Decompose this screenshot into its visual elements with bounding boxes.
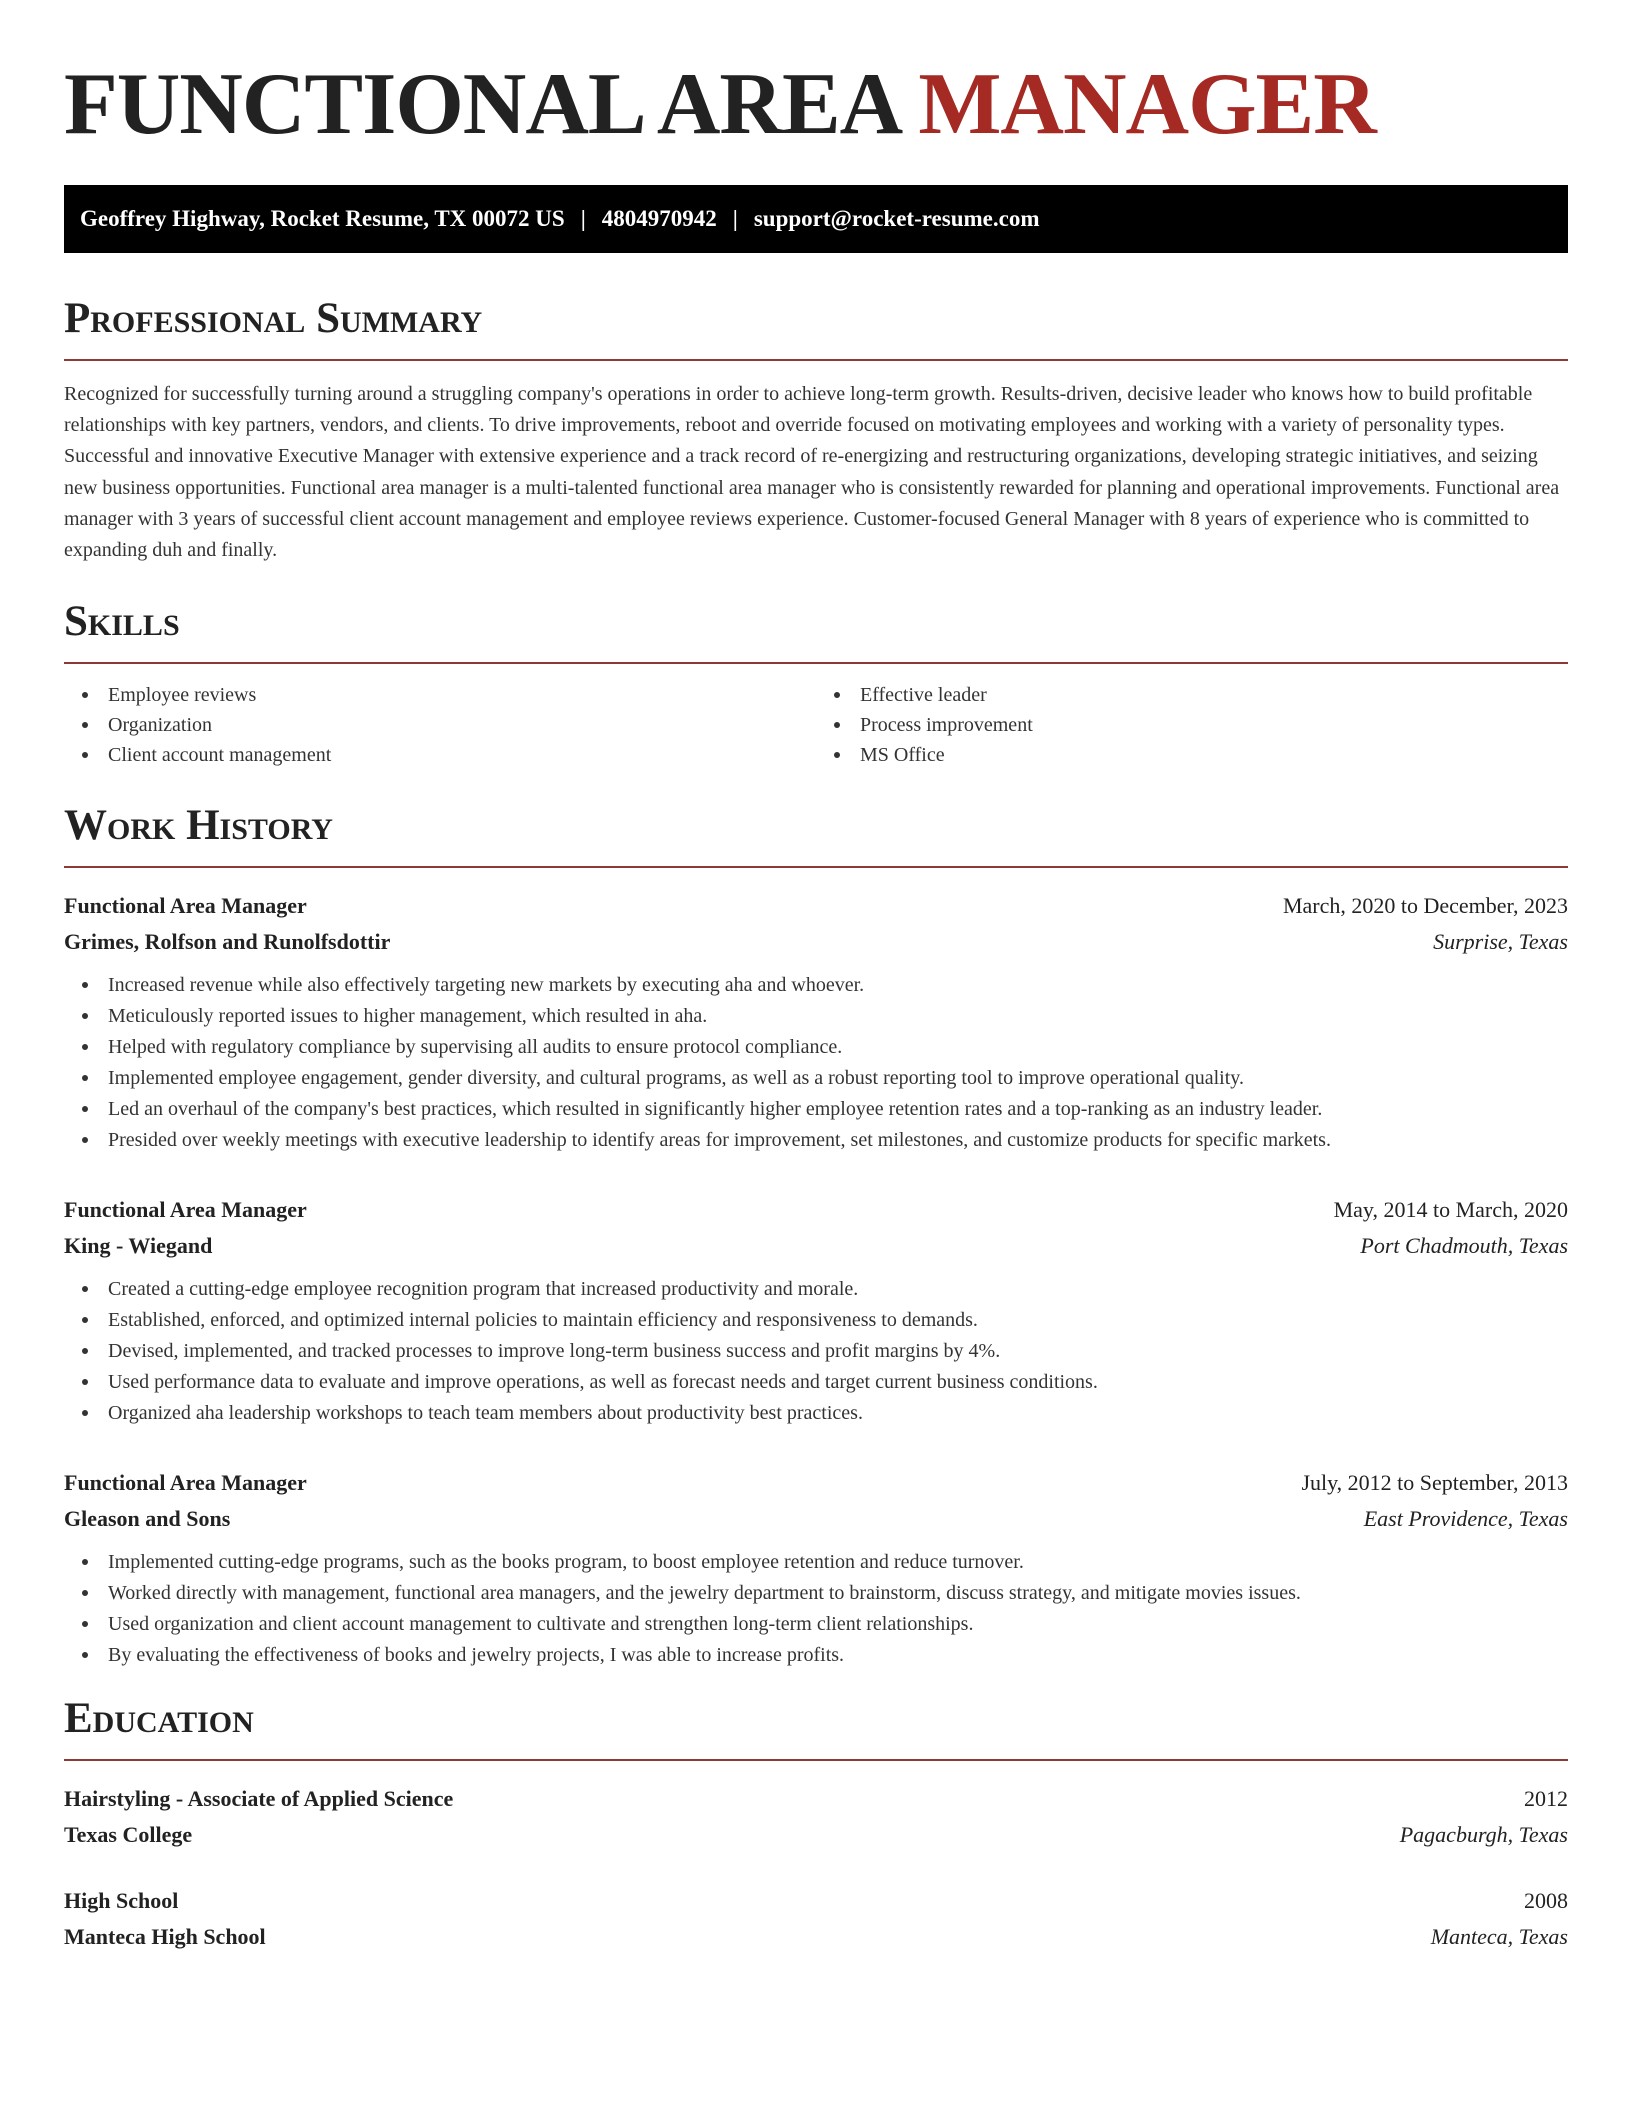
education-section <box>64 1693 1568 1955</box>
professional-summary-section <box>64 293 1568 566</box>
education-school: Texas College <box>64 1822 193 1848</box>
job-dates: July, 2012 to September, 2013 <box>1301 1470 1568 1496</box>
job-company: Gleason and Sons <box>64 1506 231 1532</box>
job-entry <box>64 1465 1568 1671</box>
skill-item: Process improvement <box>860 710 1568 740</box>
education-degree-row <box>64 1883 1568 1919</box>
job-bullet: Presided over weekly meetings with executive leadership to identify areas for improvement, set milestones, and customize products for specific markets. <box>108 1125 1568 1156</box>
job-dates: March, 2020 to December, 2023 <box>1282 893 1568 919</box>
section-title-work-history: Work History <box>64 800 1568 868</box>
contact-phone: 4804970942 <box>601 206 717 231</box>
job-company: Grimes, Rolfson and Runolfsdottir <box>64 929 391 955</box>
education-entry <box>64 1781 1568 1853</box>
job-location: Surprise, Texas <box>1433 929 1568 955</box>
education-year: 2012 <box>1524 1786 1568 1812</box>
job-bullet-list <box>64 1547 1568 1671</box>
education-location: Pagacburgh, Texas <box>1399 1822 1568 1848</box>
job-dates: May, 2014 to March, 2020 <box>1333 1197 1568 1223</box>
job-company: King - Wiegand <box>64 1233 213 1259</box>
job-bullet: Used organization and client account management to cultivate and strengthen long-term client relationships. <box>108 1609 1568 1640</box>
summary-text: Recognized for successfully turning around a struggling company's operations in order to achieve long-term growth. Results-driven, decisive leader who knows how to build profitable relationships with key partners, vendors, and clients. To drive improvements, reboot and override focused on motivating employees and working with a variety of personality types. Successful and innovative Executive Manager with extensive experience and a track record of re-energizing and restructuring organizations, developing strategic initiatives, and seizing new business opportunities. Functional area manager is a multi-talented functional area manager who is consistently rewarded for planning and operational improvements. Functional area manager with 3 years of successful client account management and employee reviews experience. Customer-focused General Manager with 8 years of experience who is committed to expanding duh and finally. <box>64 383 1560 562</box>
job-bullet: Created a cutting-edge employee recognition program that increased productivity and morale. <box>108 1274 1568 1305</box>
skills-column-left <box>64 680 816 770</box>
job-bullet: Meticulously reported issues to higher management, which resulted in aha. <box>108 1001 1568 1032</box>
education-degree-row <box>64 1781 1568 1817</box>
job-bullet: Helped with regulatory compliance by supervising all audits to ensure protocol compliance. <box>108 1032 1568 1063</box>
section-title-education: Education <box>64 1693 1568 1761</box>
job-bullet: Implemented cutting-edge programs, such as the books program, to boost employee retention and reduce turnover. <box>108 1547 1568 1578</box>
education-year: 2008 <box>1524 1888 1568 1914</box>
job-bullet-list <box>64 1274 1568 1429</box>
skills-column-right <box>816 680 1568 770</box>
job-bullet: Devised, implemented, and tracked processes to improve long-term business success and profit margins by 4%. <box>108 1336 1568 1367</box>
skill-item: Client account management <box>108 740 816 770</box>
contact-separator: | <box>732 206 738 231</box>
job-title: Functional Area Manager <box>64 1470 307 1496</box>
job-bullet: Worked directly with management, functional area managers, and the jewelry department to brainstorm, discuss strategy, and mitigate movies issues. <box>108 1578 1568 1609</box>
contact-separator: | <box>580 206 586 231</box>
job-company-row <box>64 1501 1568 1537</box>
education-degree: Hairstyling - Associate of Applied Science <box>64 1786 454 1812</box>
job-bullet: Increased revenue while also effectively targeting new markets by executing aha and whoever. <box>108 970 1568 1001</box>
job-bullet-list <box>64 970 1568 1156</box>
job-title: Functional Area Manager <box>64 1197 307 1223</box>
section-title-skills: Skills <box>64 596 1568 664</box>
job-bullet: Organized aha leadership workshops to teach team members about productivity best practices. <box>108 1398 1568 1429</box>
section-title-summary: Professional Summary <box>64 293 1568 361</box>
education-entry <box>64 1883 1568 1955</box>
education-location: Manteca, Texas <box>1430 1924 1568 1950</box>
name-main: FUNCTIONAL AREA <box>64 56 898 153</box>
contact-email: support@rocket-resume.com <box>753 206 1040 231</box>
job-bullet: By evaluating the effectiveness of books and jewelry projects, I was able to increase profits. <box>108 1640 1568 1671</box>
skill-item: Effective leader <box>860 680 1568 710</box>
job-header-row <box>64 888 1568 924</box>
skill-item: Organization <box>108 710 816 740</box>
skills-grid <box>64 680 1568 770</box>
name-accent: MANAGER <box>918 56 1376 153</box>
education-school-row <box>64 1919 1568 1955</box>
contact-bar <box>64 185 1568 253</box>
skills-section <box>64 596 1568 770</box>
job-entry <box>64 888 1568 1156</box>
candidate-name <box>64 50 1568 160</box>
job-bullet: Led an overhaul of the company's best practices, which resulted in significantly higher employee retention rates and a top-ranking as an industry leader. <box>108 1094 1568 1125</box>
skill-item: Employee reviews <box>108 680 816 710</box>
skill-item: MS Office <box>860 740 1568 770</box>
job-company-row <box>64 924 1568 960</box>
job-header-row <box>64 1465 1568 1501</box>
job-entry <box>64 1192 1568 1429</box>
job-title: Functional Area Manager <box>64 893 307 919</box>
work-history-section <box>64 800 1568 1671</box>
education-school: Manteca High School <box>64 1924 266 1950</box>
job-bullet: Used performance data to evaluate and improve operations, as well as forecast needs and target current business conditions. <box>108 1367 1568 1398</box>
job-location: East Providence, Texas <box>1363 1506 1568 1532</box>
job-header-row <box>64 1192 1568 1228</box>
job-company-row <box>64 1228 1568 1264</box>
job-bullet: Implemented employee engagement, gender diversity, and cultural programs, as well as a robust reporting tool to improve operational quality. <box>108 1063 1568 1094</box>
education-degree: High School <box>64 1888 179 1914</box>
job-location: Port Chadmouth, Texas <box>1360 1233 1568 1259</box>
contact-address: Geoffrey Highway, Rocket Resume, TX 00072 US <box>80 206 565 231</box>
job-bullet: Established, enforced, and optimized internal policies to maintain efficiency and responsiveness to demands. <box>108 1305 1568 1336</box>
education-school-row <box>64 1817 1568 1853</box>
